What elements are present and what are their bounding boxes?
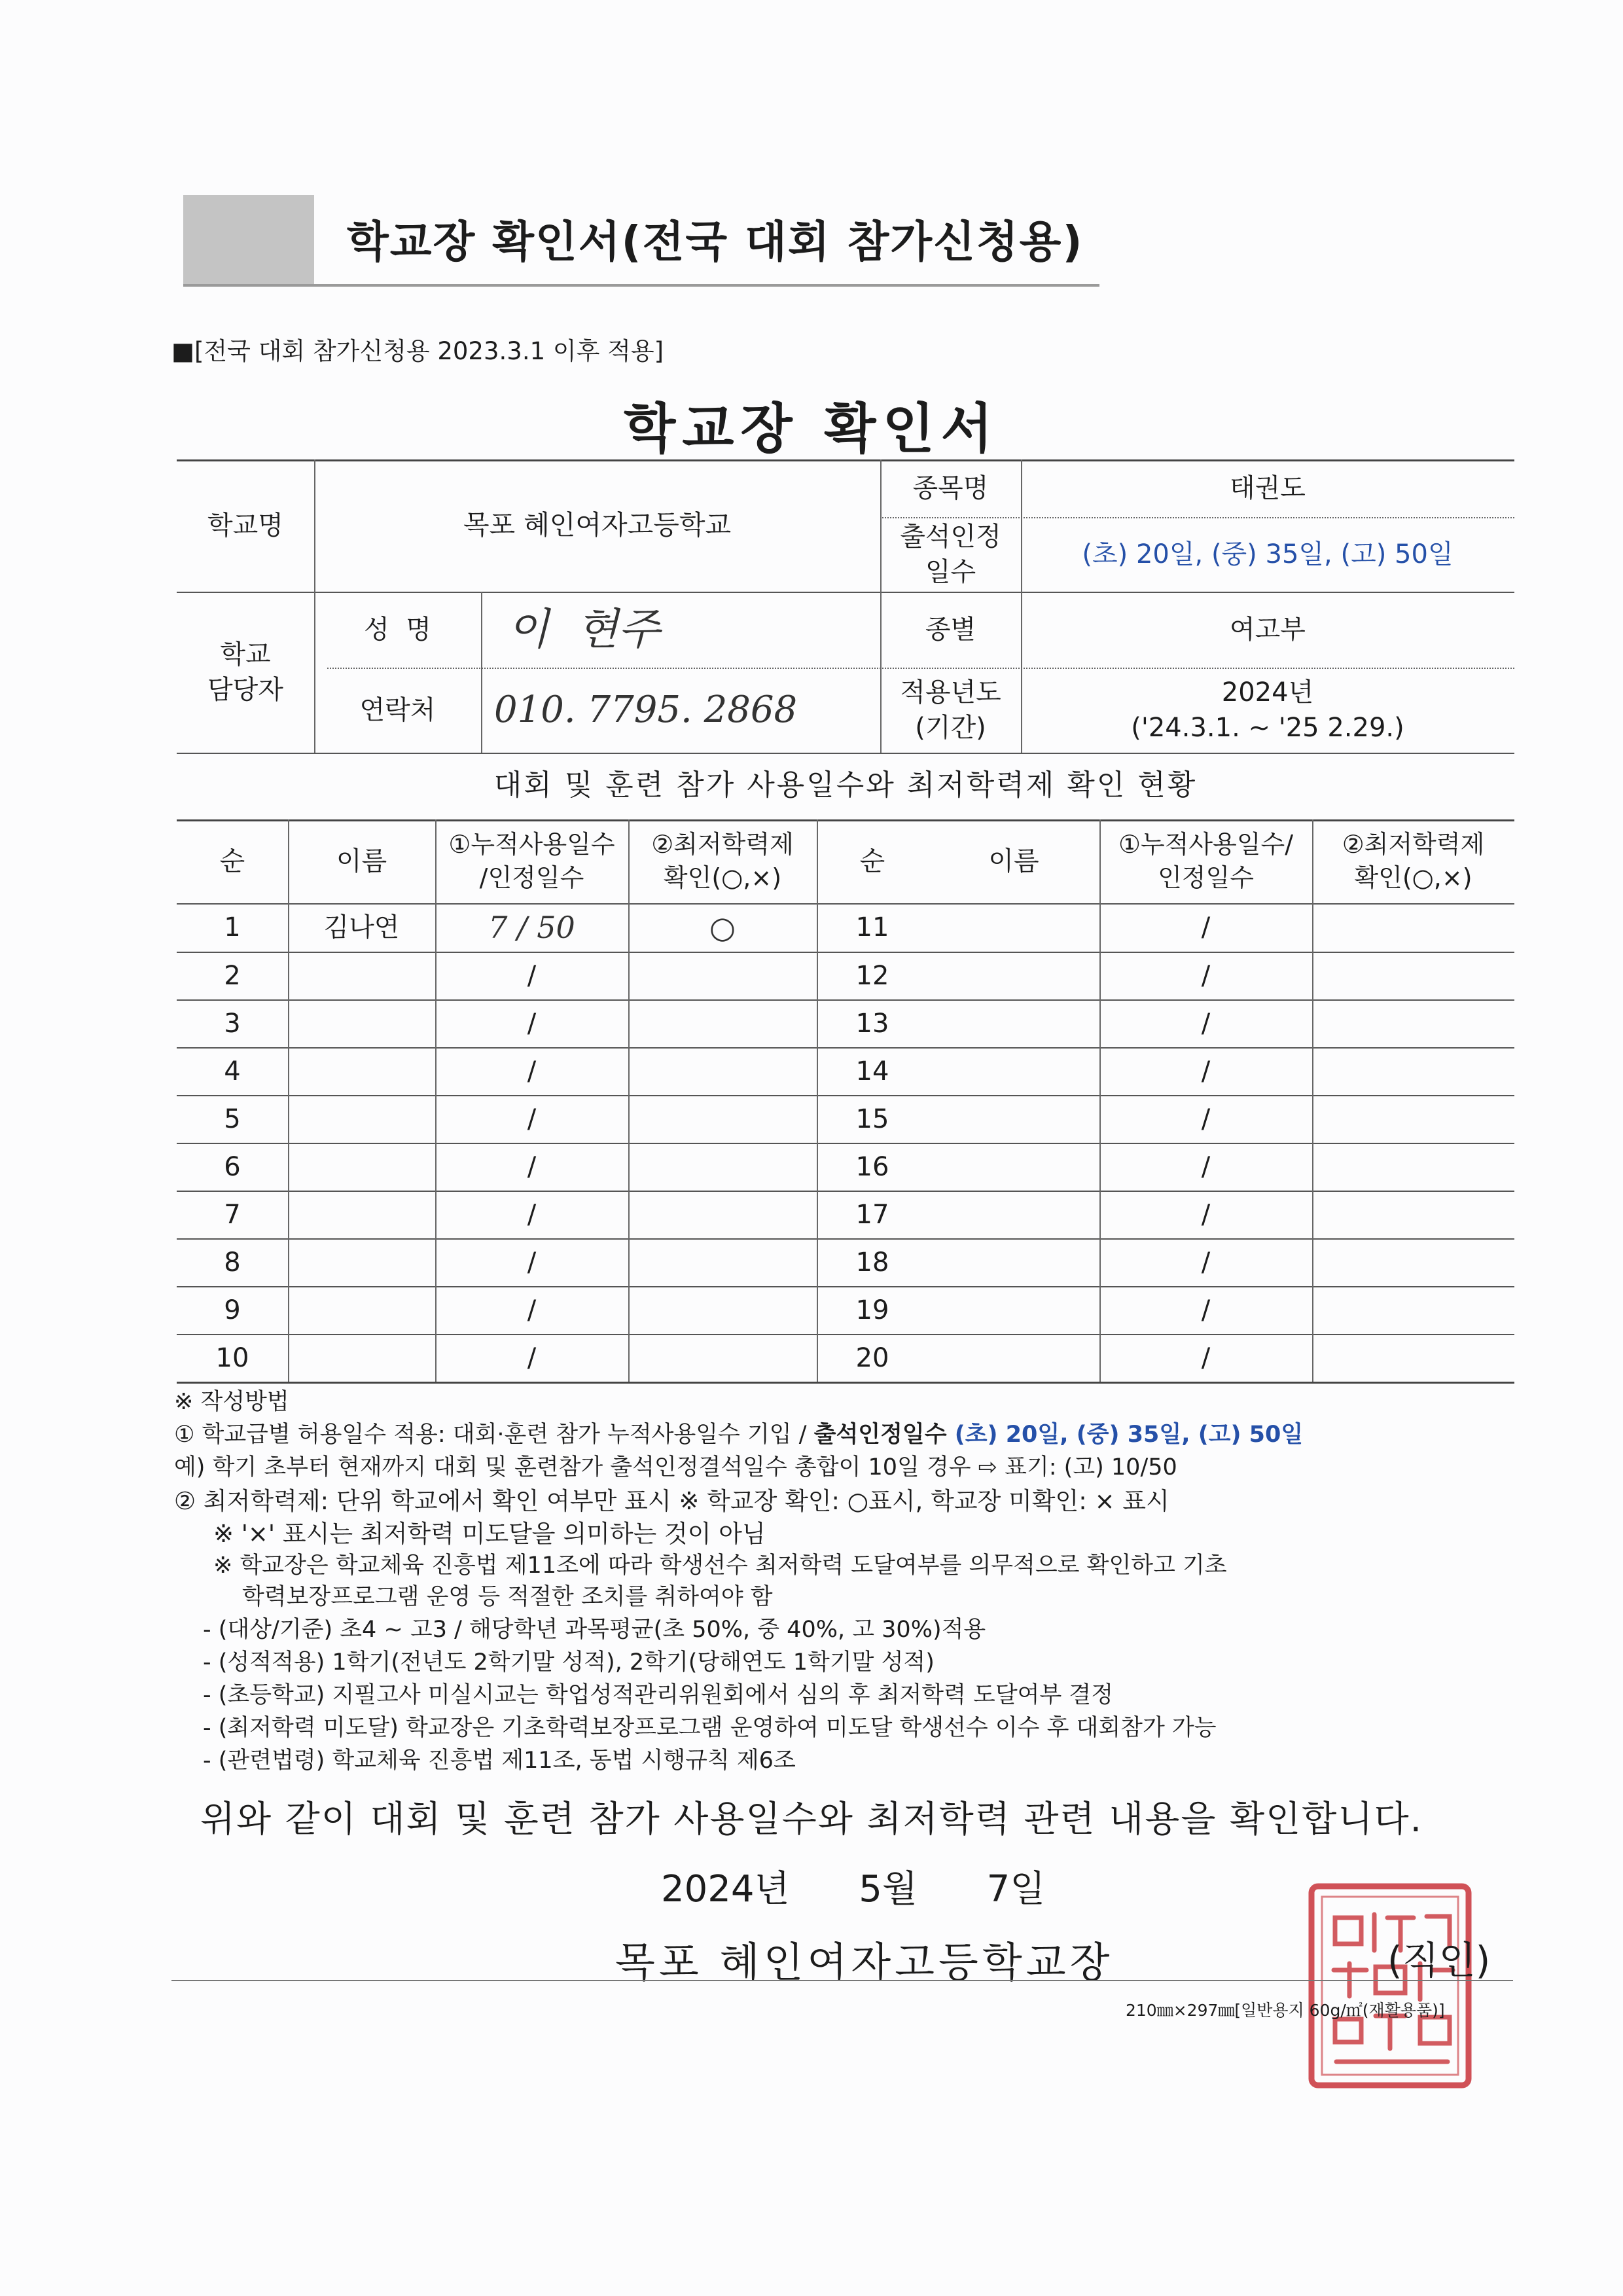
- row-no: 4: [224, 1056, 241, 1086]
- row-no: 11: [855, 912, 889, 942]
- row-no: 15: [855, 1103, 889, 1134]
- date-month: 5월: [859, 1868, 918, 1910]
- principal-title: 목포 혜인여자고등학교장: [615, 1939, 1114, 1986]
- school-name-value: 목포 혜인여자고등학교: [463, 509, 732, 541]
- school-name-label: 학교명: [207, 511, 283, 541]
- row-no: 19: [855, 1295, 889, 1325]
- seal-label: (직인): [1387, 1938, 1491, 1982]
- row-no: 7: [224, 1199, 241, 1230]
- row-no: 14: [855, 1056, 889, 1086]
- row-days: /: [527, 1199, 537, 1230]
- banner-underline: [183, 284, 1099, 287]
- year-value: 2024년 ('24.3.1. ~ '25 2.29.): [1131, 677, 1404, 743]
- attendance-label: 출석인정 일수: [900, 522, 1001, 587]
- row-no: 16: [855, 1151, 889, 1182]
- note-2-a: ※ '×' 표시는 최저학력 미도달을 의미하는 것이 아님: [213, 1520, 766, 1548]
- row-days: /: [1201, 1342, 1211, 1373]
- header-days: ①누적사용일수 /인정일수: [448, 829, 615, 892]
- note-2-b: ※ 학교장은 학교체육 진흥법 제11조에 따라 학생선수 최저학력 도달여부를 의무적으로 확인하고 기초: [213, 1552, 1227, 1579]
- detail-2: - (성적적용) 1학기(전년도 2학기말 성적), 2학기(당해연도 1학기말 성적): [203, 1649, 935, 1676]
- note-2-b-cont: 학력보장프로그램 운영 등 적절한 조치를 취하여야 함: [242, 1584, 773, 1610]
- row-no: 9: [224, 1295, 241, 1325]
- row-no: 18: [855, 1247, 889, 1278]
- header-days-2: ①누적사용일수/ 인정일수: [1118, 829, 1294, 892]
- row-days: /: [1201, 1008, 1211, 1039]
- note-1: ① 학교급별 허용일수 적용: 대회·훈련 참가 누적사용일수 기입 / 출석인정일수 (초) 20일, (중) 35일, (고) 50일: [174, 1422, 1304, 1448]
- row-days: /: [527, 1008, 537, 1039]
- row-days: /: [527, 1151, 537, 1182]
- section-title: 대회 및 훈련 참가 사용일수와 최저학력제 확인 현황: [493, 768, 1198, 802]
- banner-gray-block: [183, 195, 314, 287]
- row-no: 13: [855, 1008, 889, 1039]
- row-days: /: [527, 1295, 537, 1325]
- row-days: /: [527, 1103, 537, 1134]
- row-days: 7 / 50: [488, 909, 575, 945]
- row-no: 5: [224, 1103, 241, 1134]
- year-label: 적용년도 (기간): [900, 677, 1001, 743]
- row-name: 김나연: [323, 912, 400, 942]
- footer-divider: [171, 1980, 1513, 1981]
- row-days: /: [1201, 1295, 1211, 1325]
- detail-3: - (초등학교) 지필고사 미실시교는 학업성적관리위원회에서 심의 후 최저학력 도달여부 결정: [203, 1682, 1114, 1708]
- row-days: /: [1201, 960, 1211, 991]
- row-no: 2: [224, 960, 241, 991]
- division-label: 종별: [925, 615, 976, 645]
- row-no: 8: [224, 1247, 241, 1278]
- header-no: 순: [219, 846, 245, 876]
- row-days: /: [1201, 912, 1211, 942]
- division-value: 여고부: [1230, 615, 1306, 645]
- event-label: 종목명: [912, 473, 989, 503]
- applicability-notice: ■[전국 대회 참가신청용 2023.3.1 이후 적용]: [171, 337, 664, 365]
- row-days: /: [1201, 1247, 1211, 1278]
- row-no: 17: [855, 1199, 889, 1230]
- row-no: 3: [224, 1008, 241, 1039]
- contact-value: 010. 7795. 2868: [494, 689, 798, 732]
- issue-date: [661, 1860, 1045, 1912]
- header-name: 이름: [336, 846, 387, 876]
- contact-label: 연락처: [359, 695, 436, 725]
- row-days: /: [1201, 1103, 1211, 1134]
- row-days: /: [527, 1342, 537, 1373]
- confirmation-statement: 위와 같이 대회 및 훈련 참가 사용일수와 최저학력 관련 내용을 확인합니다.: [200, 1798, 1423, 1840]
- header-no-2: 순: [859, 846, 885, 876]
- row-no: 20: [855, 1342, 889, 1373]
- row-no: 1: [224, 912, 241, 942]
- note-1-example: 예) 학기 초부터 현재까지 대회 및 훈련참가 출석인정결석일수 총합이 10일 경우 ⇨ 표기: (고) 10/50: [174, 1454, 1177, 1480]
- banner-title: 학교장 확인서(전국 대회 참가신청용): [347, 217, 1084, 267]
- manager-label: 학교 담당자: [207, 639, 283, 705]
- date-year: 2024년: [661, 1868, 790, 1910]
- document-title: 학교장 확인서: [624, 398, 999, 460]
- manager-name-label: 성 명: [364, 615, 431, 645]
- row-days: /: [527, 1247, 537, 1278]
- header-name-2: 이름: [988, 846, 1039, 876]
- row-days: /: [527, 960, 537, 991]
- detail-1: - (대상/기준) 초4 ~ 고3 / 해당학년 과목평균(초 50%, 중 40%, 고 30%)적용: [203, 1617, 986, 1643]
- date-day: 7일: [986, 1868, 1046, 1910]
- row-days: /: [1201, 1056, 1211, 1086]
- row-check: ○: [709, 909, 736, 945]
- official-seal-stamp: [1302, 1878, 1478, 2093]
- header-check: ②최저학력제 확인(○,×): [651, 829, 794, 892]
- row-no: 12: [855, 960, 889, 991]
- detail-5: - (관련법령) 학교체육 진흥법 제11조, 동법 시행규칙 제6조: [203, 1748, 796, 1774]
- row-no: 10: [215, 1342, 249, 1373]
- paper-spec: 210㎜×297㎜[일반용지 60g/㎡(재활용품)]: [1126, 2001, 1445, 2020]
- event-value: 태권도: [1230, 473, 1306, 503]
- row-days: /: [1201, 1199, 1211, 1230]
- notes-heading: ※ 작성방법: [174, 1389, 289, 1415]
- note-2: ② 최저학력제: 단위 학교에서 확인 여부만 표시 ※ 학교장 확인: ○표시, 학교장 미확인: × 표시: [174, 1487, 1169, 1515]
- detail-4: - (최저학력 미도달) 학교장은 기초학력보장프로그램 운영하여 미도달 학생선수 이수 후 대회참가 가능: [203, 1715, 1217, 1741]
- attendance-value: (초) 20일, (중) 35일, (고) 50일: [1082, 539, 1454, 569]
- row-days: /: [1201, 1151, 1211, 1182]
- header-check-2: ②최저학력제 확인(○,×): [1342, 829, 1485, 892]
- manager-name-value: 이 현주: [507, 604, 660, 655]
- row-days: /: [527, 1056, 537, 1086]
- row-no: 6: [224, 1151, 241, 1182]
